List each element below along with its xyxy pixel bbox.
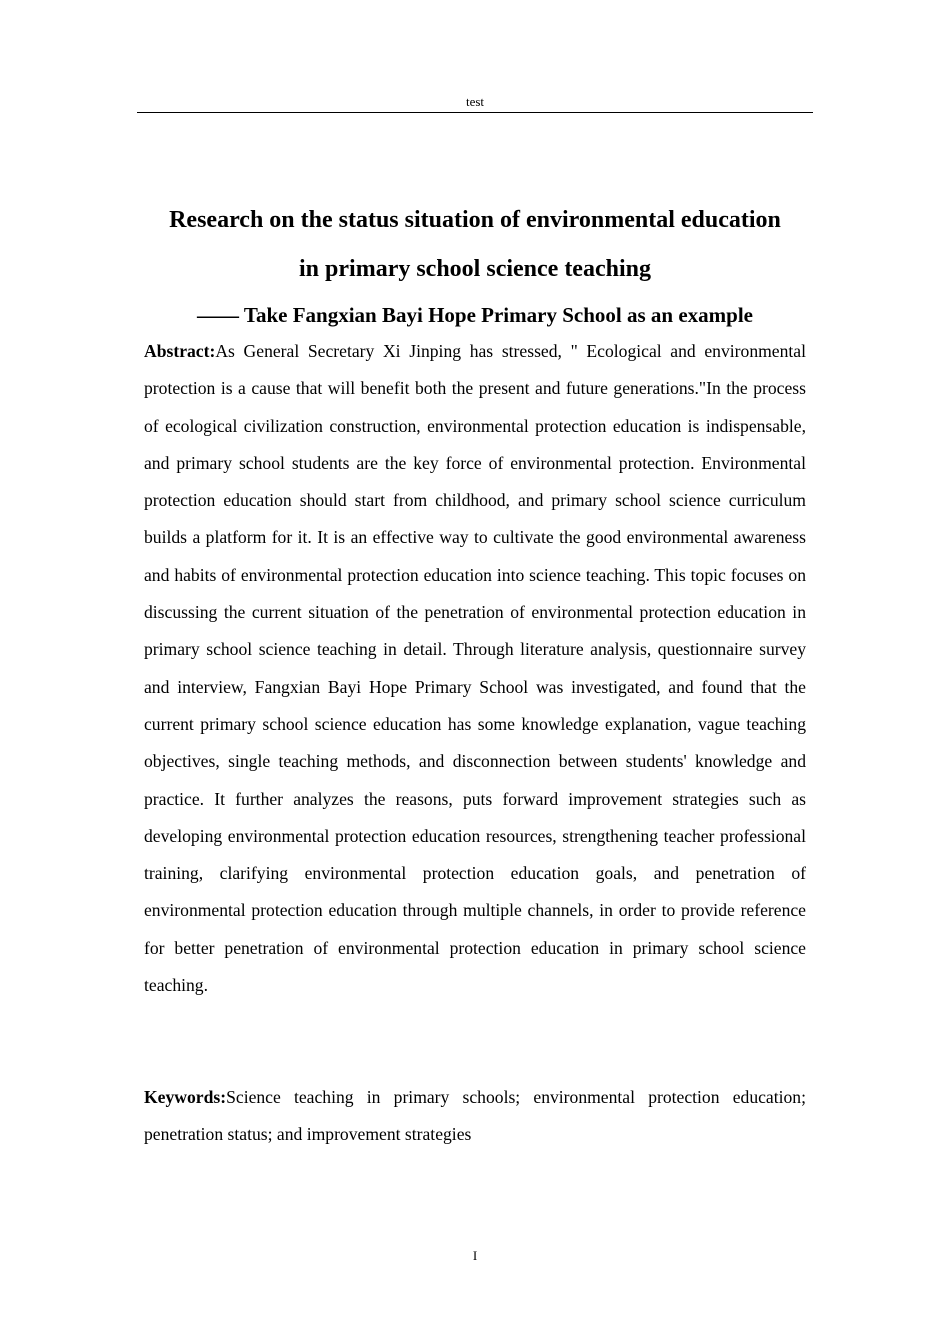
keywords-paragraph bbox=[144, 1079, 806, 1154]
keywords-label: Keywords: bbox=[144, 1087, 227, 1107]
document-subtitle: —— Take Fangxian Bayi Hope Primary School as an example bbox=[197, 303, 753, 327]
abstract-paragraph bbox=[144, 333, 806, 1004]
page-number: I bbox=[472, 1248, 478, 1263]
abstract-label: Abstract: bbox=[144, 341, 216, 361]
document-title bbox=[137, 196, 813, 294]
header-text: test bbox=[465, 94, 485, 109]
title-line-1: Research on the status situation of environmental education bbox=[169, 207, 781, 233]
abstract-text: As General Secretary Xi Jinping has stressed, " Ecological and environmental protection is a cause that will benefit both the present and future generations."In the process of ecological civilization construction, environmental protection education is indispensable, and primary school students are the key force of environmental protection. Environmental protection education should start from childhood, and primary school science curriculum builds a platform for it. It is an effective way to cultivate the good environmental awareness and habits of environmental protection education into science teaching. This topic focuses on discussing the current situation of the penetration of environmental protection education in primary school science teaching in detail. Through literature analysis, questionnaire survey and interview, Fangxian Bayi Hope Primary School was investigated, and found that the current primary school science education has some knowledge explanation, vague teaching objectives, single teaching methods, and disconnection between students' knowledge and practice. It further analyzes the reasons, puts forward improvement strategies such as developing environmental protection education resources, strengthening teacher professional training, clarifying environmental protection education goals, and penetration of environmental protection education through multiple channels, in order to provide reference for better penetration of environmental protection education in primary school science teaching. bbox=[144, 341, 806, 996]
page-header bbox=[137, 94, 813, 113]
title-line-2: in primary school science teaching bbox=[299, 256, 651, 282]
keywords-text: Science teaching in primary schools; environmental protection education; penetration status; and improvement strategies bbox=[144, 1087, 806, 1145]
